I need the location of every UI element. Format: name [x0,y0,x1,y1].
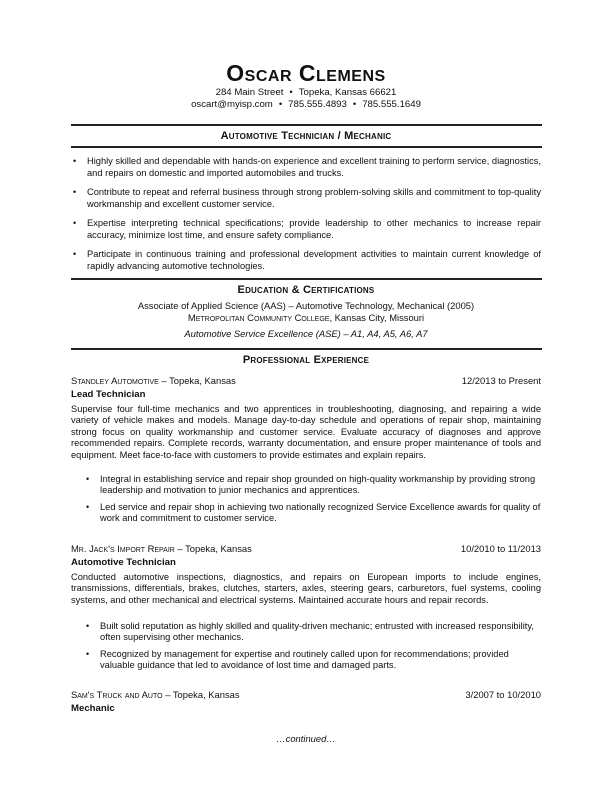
section-divider [71,278,542,280]
separator: • [289,87,293,98]
job-header [71,543,541,555]
job-dates: 3/2007 to 10/2010 [465,689,541,700]
list-item: • Contribute to repeat and referral business through strong problem-solving skills and commitment to top-quality workmanship and excellent customer service. [71,186,541,210]
section-divider [71,146,542,148]
contact-line [0,99,612,111]
candidate-name: Oscar Clemens [226,60,386,86]
job-description: Conducted automotive inspections, diagnostics, and repairs on European imports to include engines, transmissions, differentials, brakes, clutches, starters, axles, steering gears, carburetors, fuel systems, cooling systems, and other mechanical and electrical systems. Maintained accurate hours and repair records. [71,572,541,605]
job-header [71,375,541,387]
separator: • [352,99,357,110]
job-title: Lead Technician [71,389,146,400]
job-header [71,689,541,701]
address-city: Topeka, Kansas 66621 [298,87,397,98]
email[interactable]: oscart@myisp.com [191,99,273,110]
school-location: , Kansas City, Missouri [329,312,425,323]
list-item: • Participate in continuous training and professional development activities to maintain current knowledge of rapidly advancing automotive technologies. [71,248,541,272]
company-location: – Topeka, Kansas [162,689,240,700]
job-title: Automotive Technician [71,557,176,568]
section-divider [71,124,542,126]
experience-title: Professional Experience [242,354,370,366]
list-item: • Integral in establishing service and repair shop grounded on high-quality workmanship by providing strong leadership and motivation to junior mechanics and apprentices. [86,474,541,497]
separator: • [278,99,283,110]
company-name: Sam's Truck and Auto [71,689,163,700]
list-item: • Highly skilled and dependable with hands-on experience and excellent training to perform service, diagnostics, and repairs on domestic and imported automobiles and trucks. [71,155,541,179]
phone-secondary: 785.555.1649 [362,99,421,110]
section-divider [71,348,542,350]
company-location: – Topeka, Kansas [158,375,236,386]
job-achievements [86,621,541,672]
job-title: Mechanic [71,703,115,714]
degree: Associate of Applied Science (AAS) – Automotive Technology, Mechanical (2005) [137,300,475,311]
continued-note: …continued… [276,733,336,744]
job-achievements [86,474,541,525]
job-dates: 10/2010 to 11/2013 [460,543,541,554]
list-item: • Expertise interpreting technical specifications; provide leadership to other mechanics to increase repair accuracy, minimize lost time, and ensure safety compliance. [71,217,541,241]
phone-primary: 785.555.4893 [288,99,347,110]
company-name: Mr. Jack's Import Repair [71,543,175,554]
list-item: • Led service and repair shop in achieving two nationally recognized Service Excellence awards for quality of work and commitment to customer service. [86,502,541,525]
certification: Automotive Service Excellence (ASE) – A1, A4, A5, A6, A7 [184,328,428,339]
address-street: 284 Main Street [215,87,284,98]
education-title: Education & Certifications [237,284,375,296]
job-dates: 12/2013 to Present [461,375,541,386]
job-description: Supervise four full-time mechanics and two apprentices in troubleshooting, diagnosing, and repairing a wide variety of vehicle makes and models. Manage day-to-day schedule and operations of repair shop, maintaining strong focus on quality workmanship and customer service. Evaluate accuracy of diagnoses and approve recommended repairs. Complete records, warranty documentation, and ensure proper maintenance of tools and equipment. Meet face-to-face with customers to provide estimates and explain repairs. [71,404,541,460]
summary-list [71,155,541,272]
list-item: • Built solid reputation as highly skilled and quality-driven mechanic; entrusted with increased responsibility, often supervising other mechanics. [86,621,541,644]
school-name: Metropolitan Community College [187,312,330,323]
school [0,312,612,324]
address-line [0,87,612,99]
list-item: • Recognized by management for expertise and routinely called upon for recommendations; provided valuable guidance that led to avoidance of lost time and damaged parts. [86,649,541,672]
summary-title: Automotive Technician / Mechanic [220,130,392,142]
company-name: Standley Automotive [71,375,159,386]
company-location: – Topeka, Kansas [174,543,252,554]
